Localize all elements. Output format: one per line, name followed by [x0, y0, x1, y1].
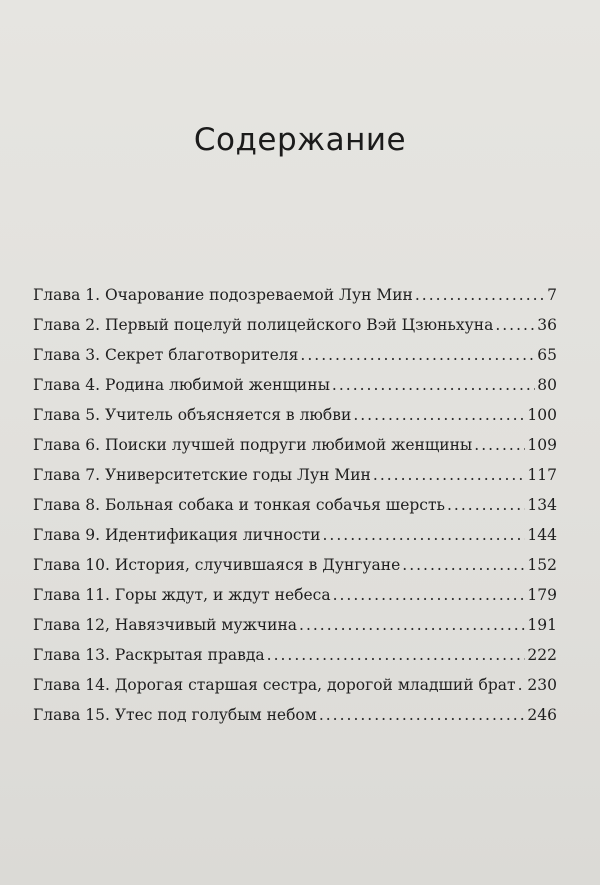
chapter-title: Глава 12, Навязчивый мужчина	[33, 616, 298, 634]
page-number: 7	[547, 286, 557, 304]
page-number: 246	[527, 706, 557, 724]
dot-leader	[415, 280, 545, 310]
page-number: 100	[527, 406, 557, 424]
chapter-title: Глава 3. Секрет благотворителя	[33, 346, 299, 364]
chapter-title: Глава 11. Горы ждут, и ждут небеса	[33, 586, 331, 604]
page-number: 65	[537, 346, 557, 364]
dot-leader	[474, 430, 525, 460]
chapter-title: Глава 13. Раскрытая правда	[33, 646, 265, 664]
toc-entry	[33, 520, 557, 550]
page-number: 80	[537, 376, 557, 394]
page-number: 179	[527, 586, 557, 604]
dot-leader	[447, 490, 525, 520]
page-number: 230	[527, 676, 557, 694]
dot-leader	[323, 520, 526, 550]
toc-entry	[33, 460, 557, 490]
page-title: Содержание	[193, 122, 407, 158]
chapter-title: Глава 7. Университетские годы Лун Мин	[33, 466, 371, 484]
dot-leader	[300, 340, 535, 370]
chapter-title: Глава 8. Больная собака и тонкая собачья шерсть	[33, 496, 445, 514]
page-number: 191	[527, 616, 557, 634]
dot-leader	[299, 610, 525, 640]
chapter-title: Глава 6. Поиски лучшей подруги любимой женщины	[33, 436, 473, 454]
chapter-title: Глава 5. Учитель объясняется в любви	[33, 406, 352, 424]
toc-entry	[33, 550, 557, 580]
dot-leader	[373, 460, 526, 490]
page-number: 109	[527, 436, 557, 454]
toc-entry	[33, 280, 557, 310]
toc-entry	[33, 490, 557, 520]
chapter-title: Глава 9. Идентификация личности	[33, 526, 321, 544]
page-number: 222	[527, 646, 557, 664]
toc-entry	[33, 700, 557, 730]
dot-leader	[402, 550, 525, 580]
chapter-title: Глава 2. Первый поцелуй полицейского Вэй Цзюньхуна	[33, 316, 494, 334]
table-of-contents	[33, 280, 557, 730]
dot-leader	[518, 670, 526, 700]
toc-entry	[33, 430, 557, 460]
dot-leader	[495, 310, 535, 340]
page-number: 36	[537, 316, 557, 334]
chapter-title: Глава 10. История, случившаяся в Дунгуане	[33, 556, 401, 574]
page-number: 134	[527, 496, 557, 514]
toc-entry	[33, 670, 557, 700]
toc-entry	[33, 580, 557, 610]
page-number: 117	[527, 466, 557, 484]
toc-entry	[33, 640, 557, 670]
dot-leader	[353, 400, 525, 430]
dot-leader	[319, 700, 526, 730]
chapter-title: Глава 14. Дорогая старшая сестра, дорогой младший брат	[33, 676, 516, 694]
chapter-title: Глава 4. Родина любимой женщины	[33, 376, 330, 394]
toc-entry	[33, 310, 557, 340]
dot-leader	[332, 370, 535, 400]
toc-entry	[33, 610, 557, 640]
chapter-title: Глава 15. Утес под голубым небом	[33, 706, 317, 724]
dot-leader	[267, 640, 526, 670]
toc-entry	[33, 370, 557, 400]
dot-leader	[333, 580, 526, 610]
page-number: 152	[527, 556, 557, 574]
chapter-title: Глава 1. Очарование подозреваемой Лун Мин	[33, 286, 413, 304]
toc-entry	[33, 400, 557, 430]
page-number: 144	[527, 526, 557, 544]
toc-entry	[33, 340, 557, 370]
